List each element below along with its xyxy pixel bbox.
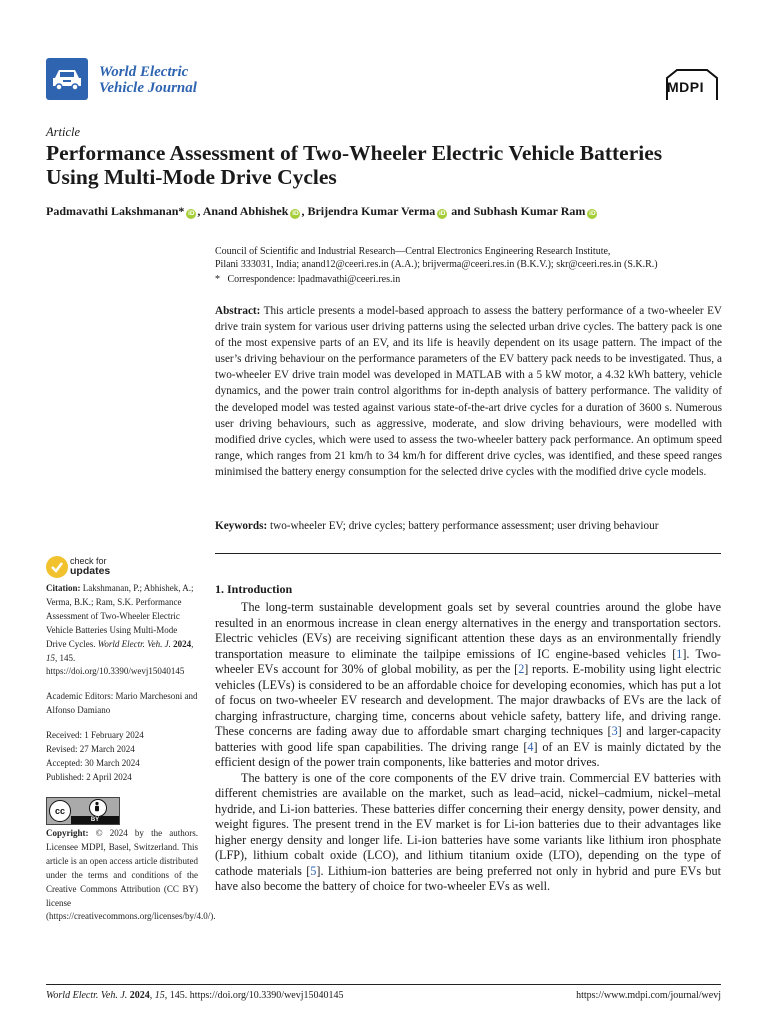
correspondence-text: Correspondence: lpadmavathi@ceeri.res.in: [227, 274, 401, 285]
academic-editors: Academic Editors: Mario Marchesoni and Alfonso Damiano: [46, 691, 198, 715]
received-date: Received: 1 February 2024: [46, 730, 144, 740]
copyright-text: © 2024 by the authors. Licensee MDPI, Basel, Switzerland. This article is an open access article distributed under the terms and conditions of the Creative Commons Attribution (CC BY) license (https://creativecommons.org/licenses/by/4.0/).: [46, 828, 216, 922]
author-name[interactable]: Subhash Kumar Ram: [473, 204, 586, 218]
footer-volume: 15: [154, 990, 165, 1001]
footer-year: 2024: [129, 990, 150, 1001]
author-name[interactable]: Padmavathi Lakshmanan: [46, 204, 179, 218]
reference-link[interactable]: 2: [518, 662, 525, 676]
reference-link[interactable]: 5: [310, 863, 317, 878]
check-updates-label: [70, 556, 110, 576]
by-label: BY: [71, 816, 119, 824]
orcid-icon[interactable]: iD: [438, 210, 446, 217]
footer-divider: [46, 984, 721, 985]
correspondence: [215, 273, 725, 286]
author-name[interactable]: Brijendra Kumar Verma: [307, 204, 436, 218]
publisher-name: MDPI: [667, 79, 704, 95]
author-separator: and: [448, 204, 474, 218]
copyright: [46, 827, 216, 924]
article-title: Performance Assessment of Two-Wheeler Electric Vehicle Batteries Using Multi-Mode Drive Cycles: [46, 141, 663, 189]
keywords-text: two-wheeler EV; drive cycles; battery performance assessment; user driving behaviour: [270, 520, 659, 532]
affiliation-line1: Council of Scientific and Industrial Research—Central Electronics Engineering Research Institute,: [215, 246, 611, 257]
cc-by-license-badge[interactable]: [46, 797, 120, 825]
paragraph-text: ] of an EV is mainly dictated by the efficient design of the power train components, like batteries and motor drives.: [215, 739, 721, 769]
author-mark: *: [178, 204, 185, 218]
cc-icon: cc: [49, 800, 71, 822]
footer-citation: World Electr. Veh. J. 2024, 15, 145. https://doi.org/10.3390/wevj15040145: [46, 990, 344, 1001]
journal-name-line2: Vehicle Journal: [99, 80, 197, 96]
attribution-icon: [89, 799, 107, 817]
citation-year: 2024: [173, 638, 192, 649]
affiliation-line2: Pilani 333031, India; anand12@ceeri.res.in (A.A.); brijverma@ceeri.res.in (B.K.V.); skr@ceeri.res.in (S.K.R.): [215, 259, 658, 270]
abstract-label: Abstract:: [215, 305, 261, 317]
paragraph-text: The battery is one of the core components of the EV drive train. Commercial EV batteries with different chemistries are available on the market, such as lead–acid, nickel–cadmium, nickel–metal hydride, and Li-ion batteries. These batteries differ concerning their energy density, power density, and weight figures. The present trend in the EV market is for Li-ion batteries due to their advantages like higher energy density and longer life. Li-ion batteries have some variants like lithium iron phosphate (LFP), lithium cobalt oxide (LCO), and lithium titanium oxide (LTO), depending on the type of cathode materials [: [215, 770, 721, 878]
author-name[interactable]: Anand Abhishek: [202, 204, 289, 218]
citation-label: Citation:: [46, 583, 81, 593]
reference-link[interactable]: 4: [527, 739, 534, 754]
citation-journal: World Electr. Veh. J.: [97, 638, 171, 649]
citation-doi[interactable]: , 145. https://doi.org/10.3390/wevj15040145: [46, 652, 185, 677]
check-updates-line2: updates: [70, 565, 111, 577]
paragraph-text: ] and larger-capacity batteries with good life span capabilities. The driving range [: [215, 724, 721, 754]
author-list: [46, 203, 726, 219]
paragraph-text: The long-term sustainable development goals set by several countries around the globe have resulted in an enormous increase in clean energy alternatives in the energy and transportation sectors. Electric vehicles (EVs) are receiving significant attention these days as an environmentally friendly transportation measure to eliminate the tailpipe emissions of IC engine-based vehicles [: [215, 600, 721, 661]
orcid-icon[interactable]: iD: [589, 210, 596, 217]
footer-doi[interactable]: , 145. https://doi.org/10.3390/wevj15040145: [164, 990, 344, 1001]
section-heading: 1. Introduction: [215, 582, 293, 596]
abstract-text: This article presents a model-based approach to assess the battery performance of a two-wheeler EV drive train system for various user driving patterns using the selected urban drive cycles. The battery pack is one of the most expensive parts of an EV, and its life is heavily dependent on its usage pattern. The impact of the user’s driving behaviour on the performance parameters of the EV battery pack needs to be investigated. Thus, a two-wheeler EV drive train model was developed in MATLAB with a 5 kW motor, a 4.32 kWh battery, vehicle dynamics, and the power train control algorithms for in-depth analysis of battery performance. The validity of the developed model was tested against various state-of-the-art drive cycles for a duration of 3600 s. Numerous user driving behaviours, such as aggressive, moderate, and slow driving behaviours, were modelled with modified drive cycles, which were used to assess the two-wheeler battery pack performance. An optimum speed range, which ranges from 21 km/h to 34 km/h for different drive cycles, was identified, and these speed ranges minimised the battery energy consumption for the selected drive cycles with the modified drive cycle models.: [215, 305, 722, 478]
paragraph-text: ]. Lithium-ion batteries are being preferred not only in hybrid and pure EVs but have also become the battery of choice for two-wheeler EVs as well.: [215, 863, 721, 893]
footer-journal-url[interactable]: https://www.mdpi.com/journal/wevj: [576, 990, 721, 1001]
paragraph-text: ]. Two-wheeler EVs account for 30% of global mobility, as per the [: [215, 646, 721, 676]
abstract: [215, 303, 722, 480]
publisher-logo[interactable]: [665, 68, 719, 102]
paragraph: [215, 600, 721, 771]
check-for-updates-button[interactable]: [46, 556, 126, 580]
journal-logo: [46, 58, 88, 100]
body-text: [215, 600, 721, 895]
published-date: Published: 2 April 2024: [46, 771, 132, 782]
check-updates-line1: check for: [70, 556, 107, 566]
journal-name[interactable]: [99, 64, 197, 96]
author-separator: ,: [301, 204, 308, 218]
dates: [46, 729, 198, 785]
orcid-icon[interactable]: iD: [292, 210, 299, 217]
paragraph-text: ] reports. E-mobility using light electric vehicles (LEVs) is considered to be an affordable choice for developing economies, which has put a lot of focus on two-wheeler EV research and development. The major drawbacks of EVs are the lack of charging infrastructure, charging time, concerns about vehicle safety, battery life, and driving range. These concerns are fading away due to affordable smart charging techniques [: [215, 662, 721, 738]
author-separator: ,: [197, 204, 203, 218]
orcid-icon[interactable]: iD: [188, 210, 195, 217]
footer-journal: World Electr. Veh. J.: [46, 990, 128, 1001]
citation-text: Lakshmanan, P.; Abhishek, A.; Verma, B.K.; Ram, S.K. Performance Assessment of Two-Wheeler Electric Vehicle Batteries Using Multi-Mode Drive Cycles.: [46, 583, 194, 649]
paragraph: [215, 771, 721, 895]
car-icon: [51, 67, 83, 91]
reference-link[interactable]: 3: [611, 724, 618, 738]
accepted-date: Accepted: 30 March 2024: [46, 757, 140, 768]
affiliation: [215, 245, 725, 271]
keywords-label: Keywords:: [215, 520, 268, 532]
citation-volume: 15: [46, 652, 55, 663]
divider: [215, 553, 721, 554]
citation: Citation: Lakshmanan, P.; Abhishek, A.; Verma, B.K.; Ram, S.K. Performance Assessment of Two-Wheeler Electric Vehicle Batteries Using Multi-Mode Drive Cycles. World Electr. Veh. J. 2024, 15, 145. https://doi.org/10.3390/wevj15040145: [46, 583, 194, 677]
journal-name-line1: World Electric: [99, 64, 189, 80]
reference-link[interactable]: 1: [676, 646, 683, 661]
copyright-label: Copyright:: [46, 828, 89, 838]
correspondence-mark: *: [215, 274, 220, 285]
check-updates-icon: [46, 556, 68, 578]
revised-date: Revised: 27 March 2024: [46, 743, 135, 754]
article-type: Article: [46, 125, 81, 139]
keywords: [215, 519, 735, 534]
